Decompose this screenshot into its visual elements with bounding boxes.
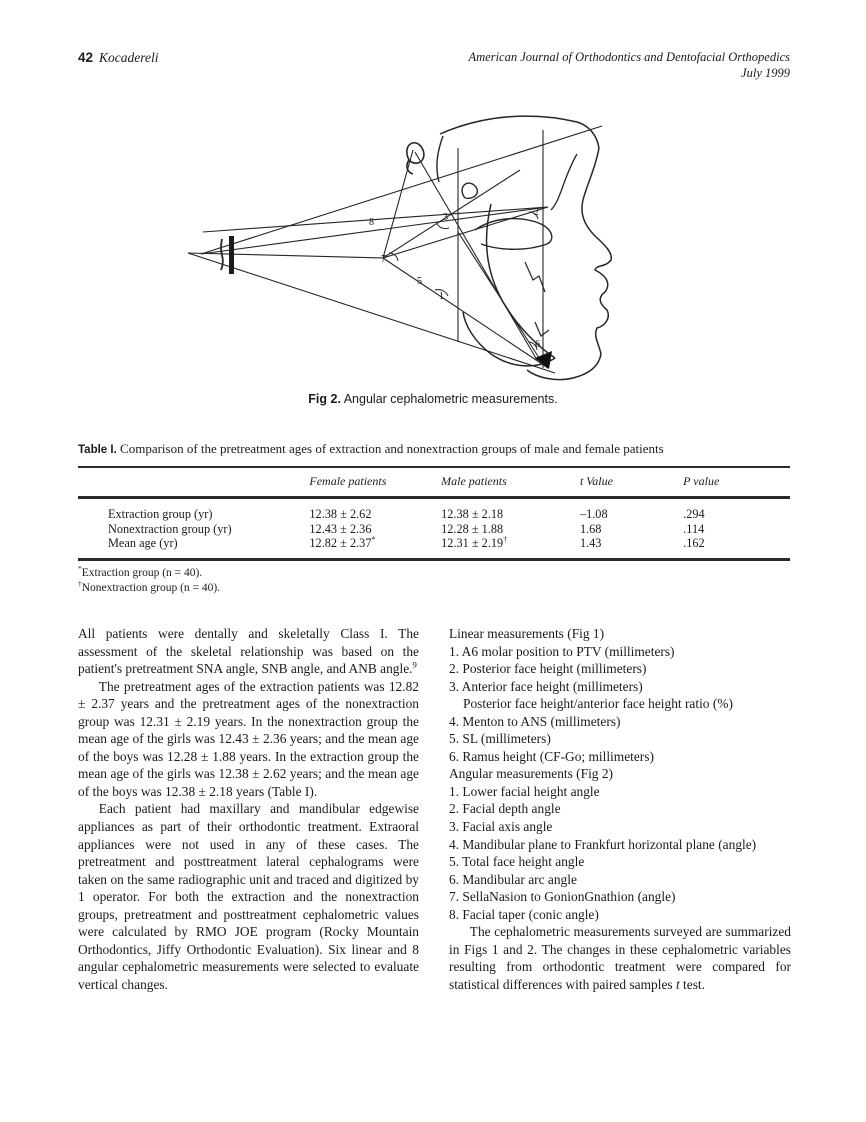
measurement-fan-lines — [188, 126, 602, 373]
footnote-marker: * — [78, 563, 82, 573]
footnote-text: Extraction group (n = 40). — [81, 566, 203, 579]
figure-caption-label: Fig 2. — [308, 392, 341, 406]
vertex-tick-marks — [221, 236, 234, 274]
list-item: 3. Facial axis angle — [449, 819, 553, 835]
table-1 — [78, 441, 790, 596]
table-header-female: Female patients — [309, 474, 387, 488]
list-item: 8. Facial taper (conic angle) — [449, 906, 599, 922]
angle-label-2: 2 — [534, 207, 539, 218]
list-item: 6. Mandibular arc angle — [449, 871, 577, 887]
cell-mark: † — [503, 534, 508, 544]
table-title — [78, 441, 790, 457]
cell-value: 12.28 ± 1.88 — [441, 521, 504, 536]
table-grid — [78, 466, 790, 561]
issue-date: July 1999 — [741, 65, 790, 80]
list-item: 6. Ramus height (CF-Go; millimeters) — [449, 748, 654, 764]
list-item: Linear measurements (Fig 1) — [449, 626, 605, 641]
list-item: 5. SL (millimeters) — [449, 731, 551, 747]
row-label: Extraction group (yr) — [108, 507, 213, 521]
cell-pvalue: .114 — [683, 521, 705, 536]
figure-caption — [0, 392, 866, 406]
body-column-right — [449, 625, 791, 993]
list-item: 5. Total face height angle — [449, 854, 585, 870]
table-header-male: Male patients — [441, 474, 507, 488]
body-column-left — [78, 625, 419, 993]
table-title-label: Table I. — [78, 444, 117, 456]
running-head — [78, 50, 790, 81]
footnote-text: Nonextraction group (n = 40). — [81, 581, 221, 594]
cell-male — [441, 522, 580, 537]
angle-label-3: 3 — [443, 212, 448, 223]
row-label: Mean age (yr) — [108, 536, 178, 550]
footnote — [78, 563, 790, 581]
running-head-right — [469, 50, 791, 81]
list-item: 2. Posterior face height (millimeters) — [449, 661, 647, 677]
paragraph: The pretreatment ages of the extraction patients was 12.82 ± 2.37 years and the pretreatment ages of the nonextraction group was 12.31 ± 2.19 years. In the nonextraction group the mean age of the girls was 12.43 ± 2.36 years; and the mean age of the boys was 12.28 ± 1.88 years. In the extraction group the mean age of the girls was 12.38 ± 2.62 years; and the mean age of the boys was 12.38 ± 2.18 years (Table I). — [78, 678, 419, 799]
list-item: 2. Facial depth angle — [449, 801, 561, 817]
italic-t: t — [675, 976, 680, 992]
list-item: 1. Lower facial height angle — [449, 783, 600, 799]
row-label: Nonextraction group (yr) — [108, 521, 232, 536]
paragraph — [449, 923, 791, 993]
cell-male — [441, 507, 580, 522]
table-row — [78, 522, 790, 537]
angle-label-7: 7 — [381, 254, 386, 265]
table-header-empty — [78, 474, 309, 489]
cell-pvalue: .294 — [683, 507, 705, 521]
cell-value: 12.31 ± 2.19 — [441, 536, 504, 550]
cell-value: 12.38 ± 2.62 — [309, 507, 372, 521]
cell-value: 12.43 ± 2.36 — [309, 521, 372, 536]
running-head-left — [78, 50, 159, 66]
cell-tvalue: 1.43 — [579, 536, 602, 550]
list-item: 1. A6 molar position to PTV (millimeters) — [449, 643, 675, 659]
cell-male — [441, 536, 580, 551]
angle-label-6: 6 — [535, 339, 540, 350]
cephalometric-diagonals — [383, 150, 548, 368]
table-body — [78, 499, 790, 561]
angle-label-8: 8 — [369, 217, 374, 228]
table-title-text: Comparison of the pretreatment ages of extraction and nonextraction groups of male and female patients — [116, 441, 664, 456]
cell-tvalue: 1.68 — [579, 521, 602, 536]
footnote — [78, 578, 790, 596]
cell-mark: * — [371, 534, 376, 544]
angle-label-5: 5 — [417, 276, 422, 287]
list-item: Angular measurements (Fig 2) — [449, 766, 613, 782]
list-item: Posterior face height/anterior face height ratio (%) — [463, 696, 733, 712]
journal-title: American Journal of Orthodontics and Dentofacial Orthopedics — [468, 50, 790, 64]
cell-pvalue: .162 — [683, 536, 705, 550]
paragraph — [78, 625, 419, 678]
paragraph-text: test. — [679, 976, 705, 992]
cell-value: 12.82 ± 2.37 — [309, 536, 372, 550]
paragraph-text: The cephalometric measurements surveyed are summarized in Figs 1 and 2. The changes in these cephalometric variables resulting from orthodontic treatment were compared for statistical differences with paired samples — [449, 924, 791, 992]
cell-female — [309, 536, 441, 551]
cell-value: 12.38 ± 2.18 — [441, 507, 504, 521]
list-item: 4. Mandibular plane to Frankfurt horizontal plane (angle) — [449, 836, 757, 852]
list-item: 4. Menton to ANS (millimeters) — [449, 713, 621, 729]
table-row — [78, 536, 790, 551]
angle-number-labels — [369, 207, 540, 350]
author-name: Kocadereli — [99, 50, 159, 65]
table-header-pvalue: P value — [683, 474, 720, 488]
figure-caption-text: Angular cephalometric measurements. — [340, 392, 558, 406]
table-header-tvalue: t Value — [579, 474, 613, 488]
table-header-row — [78, 468, 790, 499]
cell-female — [309, 507, 441, 522]
angle-label-1: 1 — [439, 291, 444, 302]
list-item: 3. Anterior face height (millimeters) — [449, 678, 643, 694]
page-number: 42 — [78, 50, 94, 65]
reference-superscript: 9 — [412, 659, 417, 670]
footnote-marker: † — [78, 578, 82, 588]
cell-female — [309, 522, 441, 537]
cephalometric-tracing — [185, 112, 665, 390]
cell-tvalue: –1.08 — [579, 507, 608, 521]
list-item: 7. SellaNasion to GonionGnathion (angle) — [449, 889, 676, 905]
paragraph: Each patient had maxillary and mandibular edgewise appliances as part of their orthodontic treatment. Extraoral appliances were not used in any of these cases. The pretreatment and posttreatment lateral cephalograms were taken on the same radiographic unit and traced and digitized by 1 operator. For both the extraction and the nonextraction groups, pretreatment and posttreatment cephalometric values were calculated by RMO JOE program (Rocky Mountain Orthodontics, Jiffy Orthodontic Evaluation). Six linear and 8 angular cephalometric measurements were selected to evaluate vertical changes. — [78, 801, 419, 992]
paragraph-text: All patients were dentally and skeletally Class I. The assessment of the skeletal relationship was based on the patient's pretreatment SNA angle, SNB angle, and ANB angle. — [78, 626, 419, 677]
table-footnotes — [78, 563, 790, 596]
figure-2 — [185, 112, 665, 390]
table-row — [78, 507, 790, 522]
